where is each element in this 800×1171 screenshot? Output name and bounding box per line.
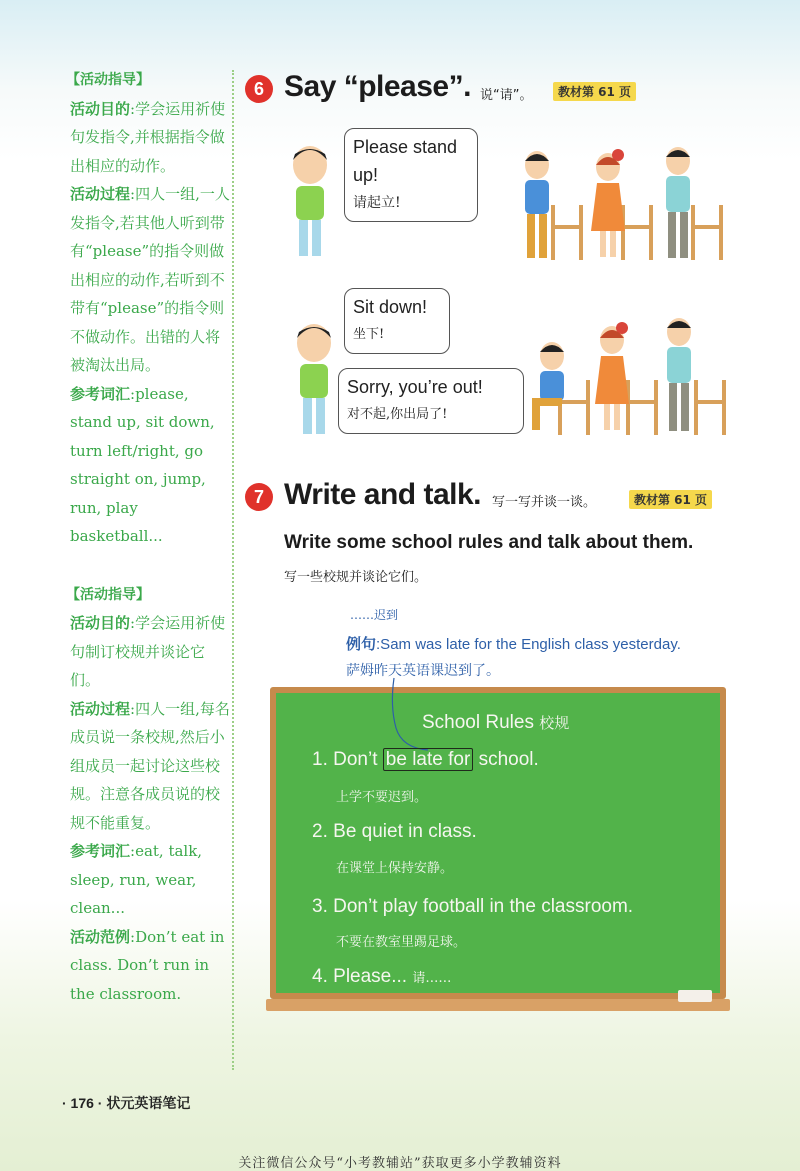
rule-3: 3. Don’t play football in the classroom. (312, 896, 634, 917)
activity-guide-header-2: 【活动指导】 (66, 586, 150, 603)
section-7-badge: 7 (245, 483, 273, 511)
rule-3-cn: 不要在教室里踢足球。 (336, 935, 467, 950)
speech-bubble-sorry-youre-out: Sorry, you’re out! 对不起,你出局了! (338, 368, 524, 434)
gloss-note: ……迟到 (350, 608, 399, 622)
activity-example-2: 活动范例:Don’t eat in class. Don’t run in the classroom. (70, 927, 225, 1003)
section-6-title: Say “please”. (284, 70, 471, 103)
section-6-badge: 6 (245, 75, 273, 103)
section-6-subtitle: 说“请”。 (480, 88, 533, 103)
rule-1: 1. Don’t be late for school. (312, 749, 539, 770)
section-6-page-ref: 教材第 61 页 (553, 82, 636, 101)
activity-process-1: 活动过程:四人一组,一人发指令,若其他人听到带有“please”的指令则做出相应的动作,若听到不带有“please”的指令则不做动作。出错的人将被淘汰出局。 (70, 185, 230, 374)
reference-vocab-2: 参考词汇:eat, talk, sleep, run, wear, clean... (70, 842, 203, 917)
chalk-piece (678, 990, 712, 1002)
section-7-page-ref: 教材第 61 页 (629, 490, 712, 509)
boy-speaker-illustration (280, 140, 340, 265)
rule-2: 2. Be quiet in class. (312, 821, 477, 842)
example-sentence: 例句:Sam was late for the English class yesterday. (346, 635, 681, 653)
rule-4: 4. Please... 请…… (312, 966, 452, 987)
children-standing-illustration (515, 145, 730, 265)
highlighted-phrase: be late for (383, 748, 474, 771)
reference-vocab-1: 参考词汇:please, stand up, sit down, turn left/right, go straight on, jump, run, play basketball... (70, 384, 215, 545)
sidebar-divider (232, 70, 234, 1070)
example-sentence-cn: 萨姆昨天英语课迟到了。 (346, 663, 500, 679)
rule-2-cn: 在课堂上保持安静。 (336, 861, 454, 876)
school-rules-title: School Rules 校规 (422, 712, 570, 733)
task-instruction-cn: 写一些校规并谈论它们。 (284, 570, 428, 585)
chalkboard-ledge (266, 999, 730, 1011)
activity-process-2: 活动过程:四人一组,每名成员说一条校规,然后小组成员一起讨论这些校规。注意各成员说的校规不能重复。 (70, 699, 230, 832)
activity-guide-header-1: 【活动指导】 (66, 72, 150, 88)
section-7-subtitle: 写一写并谈一谈。 (492, 495, 597, 510)
rule-1-cn: 上学不要迟到。 (336, 790, 428, 805)
activity-guide-sidebar (62, 66, 232, 1008)
section-7-title: Write and talk. (284, 478, 481, 511)
children-sitting-illustration (522, 318, 732, 440)
speech-bubble-sit-down: Sit down! 坐下! (344, 288, 450, 354)
task-instruction: Write some school rules and talk about them. (284, 532, 694, 553)
activity-goal-2: 活动目的:学会运用祈使句制订校规并谈论它们。 (70, 614, 226, 689)
boy-speaker-illustration-2 (284, 318, 344, 440)
activity-goal-1: 活动目的:学会运用祈使句发指令,并根据指令做出相应的动作。 (70, 99, 226, 175)
footer-note: 关注微信公众号“小考教辅站”获取更多小学教辅资料 (238, 1156, 562, 1171)
speech-bubble-please-stand-up: Please stand up! 请起立! (344, 128, 478, 222)
page-number: · 176 · 状元英语笔记 (62, 1095, 191, 1111)
